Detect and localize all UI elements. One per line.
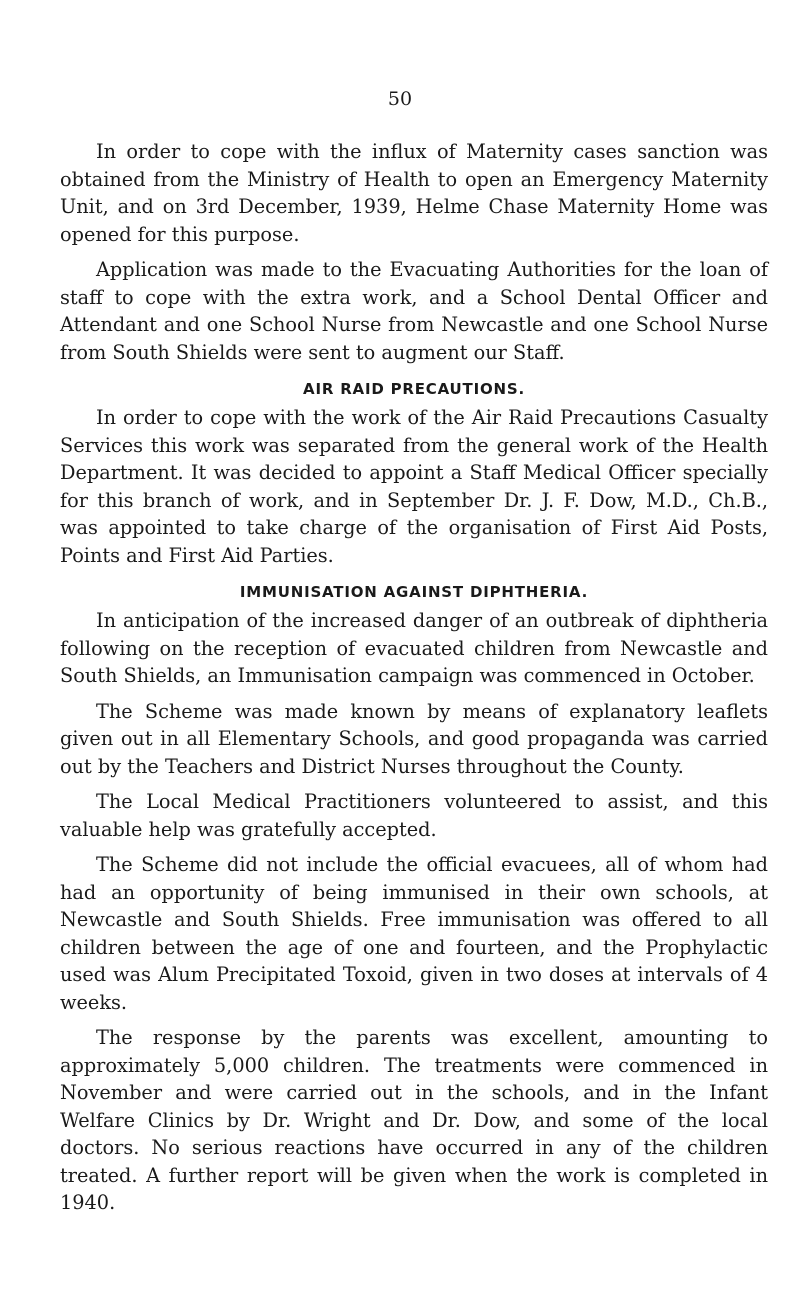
paragraph-response: The response by the parents was excellent, amounting to approximately 5,000 children. The treatments were commenced in November and were carried out in the schools, and in the Infant Welfare Clinics by Dr. Wright and Dr. Dow, and some of the local doctors. No serious reactions have occurred in any of the children treated. A further report will be given when the work is completed in 1940. <box>60 1026 768 1214</box>
paragraph-immunisation-campaign: In anticipation of the increased danger of an outbreak of diphtheria following on the reception of evacuated children from Newcastle and South Shields, an Immunisation campaign was commenced in October. <box>60 609 768 687</box>
paragraph-evacuees: The Scheme did not include the official evacuees, all of whom had had an opportunity of being immunised in their own schools, at Newcastle and South Shields. Free immunisation was offered to all children between the age of one and fourteen, and the Prophylactic used was Alum Precipitated Toxoid, given in two doses at intervals of 4 weeks. <box>60 853 768 1014</box>
page-content <box>60 138 768 1225</box>
heading-immunisation: IMMUNISATION AGAINST DIPHTHERIA. <box>239 583 589 601</box>
paragraph-practitioners: The Local Medical Practitioners volunteered to assist, and this valuable help was gratefully accepted. <box>60 790 768 841</box>
paragraph-staff-loan: Application was made to the Evacuating Authorities for the loan of staff to cope with the extra work, and a School Dental Officer and Attendant and one School Nurse from Newcastle and one School Nurse from South Shields were sent to augment our Staff. <box>60 258 768 364</box>
heading-air-raid-precautions: AIR RAID PRECAUTIONS. <box>303 380 525 398</box>
page-number: 50 <box>387 88 413 110</box>
paragraph-maternity-unit: In order to cope with the influx of Maternity cases sanction was obtained from the Ministry of Health to open an Emergency Maternity Unit, and on 3rd December, 1939, Helme Chase Maternity Home was opened for this purpose. <box>60 140 768 246</box>
paragraph-air-raid: In order to cope with the work of the Air Raid Precautions Casualty Services this work was separated from the general work of the Health Department. It was decided to appoint a Staff Medical Officer specially for this branch of work, and in September Dr. J. F. Dow, M.D., Ch.B., was appointed to take charge of the organisation of First Aid Posts, Points and First Aid Parties. <box>60 406 768 567</box>
paragraph-scheme-leaflets: The Scheme was made known by means of explanatory leaflets given out in all Elementary Schools, and good propaganda was carried out by the Teachers and District Nurses throughout the County. <box>60 699 768 778</box>
